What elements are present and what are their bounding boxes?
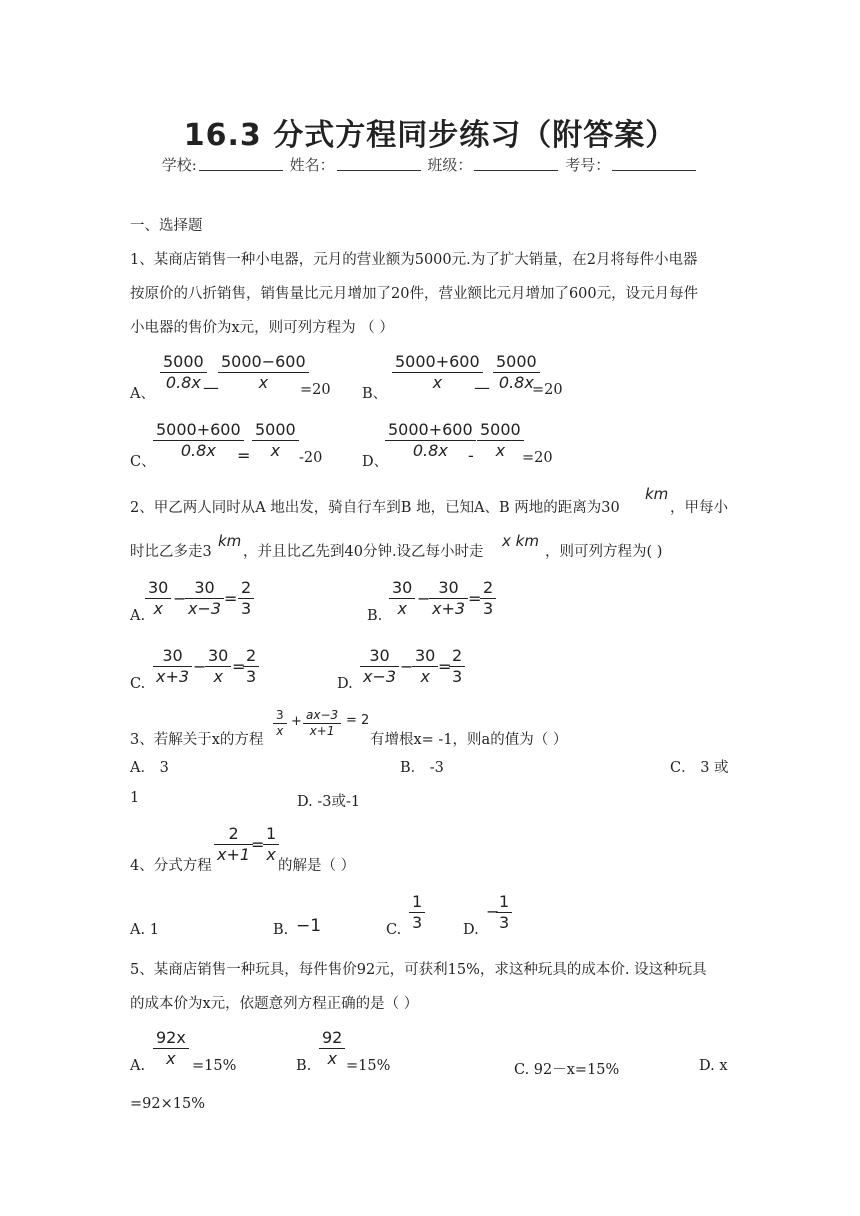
school-label: 学校: — [161, 156, 197, 174]
q1-option-a-label: A、 — [130, 386, 155, 402]
q3-option-b: B． -3 — [400, 760, 444, 776]
q2-c-fraction-2: 30 x — [205, 646, 231, 687]
page-title: 16.3 分式方程同步练习（附答案） — [183, 118, 677, 153]
q4-fraction-1: 2 x+1 — [214, 824, 253, 865]
exam-no-blank — [612, 156, 696, 171]
q1-a-fraction-2: 5000−600 x — [218, 352, 309, 393]
q2-b-fraction-rhs: 2 3 — [480, 578, 496, 619]
q4-option-c-label: C. — [386, 922, 402, 938]
q2-a-minus: − — [173, 589, 187, 608]
q1-b-operator: — — [474, 378, 490, 397]
q2-d-fraction-2: 30 x — [412, 646, 438, 687]
q2-a-fraction-1: 30 x — [145, 578, 171, 619]
q2-line-1a: 2、甲乙两人同时从A 地出发，骑自行车到B 地，已知A、B 两地的距离为30 — [130, 500, 620, 516]
q4-option-c-fraction: 1 3 — [409, 892, 425, 933]
q3-fraction-1: 3 x — [273, 708, 287, 739]
q2-d-equals: = — [438, 657, 452, 676]
student-info-line — [0, 154, 860, 175]
q2-b-minus: − — [417, 589, 431, 608]
q1-option-c-label: C、 — [130, 454, 156, 470]
q2-line-2b: ，并且比乙先到40分钟.设乙每小时走 — [243, 544, 484, 560]
q1-b-fraction-2: 5000 0.8x — [493, 352, 540, 393]
q2-line-2a: 时比乙多走3 — [130, 544, 212, 560]
q1-a-fraction-1: 5000 0.8x — [160, 352, 207, 393]
exam-no-label: 考号： — [565, 156, 611, 174]
q2-c-minus: − — [193, 657, 207, 676]
q1-d-rhs: =20 — [522, 450, 553, 466]
q5-option-a-label: A. — [130, 1058, 146, 1074]
q3-rhs: = 2 — [346, 713, 370, 728]
q4-option-b-label: B. — [273, 922, 289, 938]
school-blank — [199, 156, 283, 171]
section-heading: 一、选择题 — [130, 218, 203, 234]
q4-option-a: A. 1 — [130, 922, 159, 938]
q1-line-2: 按原价的八折销售，销售量比元月增加了20件，营业额比元月增加了600元，设元月每件 — [130, 286, 699, 302]
q1-option-d-label: D、 — [362, 454, 389, 470]
q4-equals: = — [251, 835, 265, 854]
q1-line-1: 1、某商店销售一种小电器，元月的营业额为5000元.为了扩大销量，在2月将每件小电器 — [130, 252, 698, 268]
q2-line-1b: ，甲每小 — [670, 500, 728, 516]
q4-option-d-sign: − — [486, 902, 500, 921]
q3-plus: + — [291, 714, 302, 729]
q4-line-1b: 的解是（ ） — [278, 858, 356, 874]
q2-unit-km: km — [645, 485, 669, 503]
q1-b-fraction-1: 5000+600 x — [392, 352, 483, 393]
q4-option-d-label: D. — [463, 922, 479, 938]
q2-a-fraction-rhs: 2 3 — [238, 578, 254, 619]
class-blank — [474, 156, 558, 171]
q2-option-d-label: D. — [337, 676, 353, 692]
q4-fraction-2: 1 x — [263, 824, 279, 865]
q5-line-2: 的成本价为x元，依题意列方程正确的是（ ） — [130, 996, 419, 1012]
q1-a-operator: — — [203, 378, 219, 397]
q2-a-equals: = — [224, 589, 238, 608]
q2-b-fraction-1: 30 x — [389, 578, 415, 619]
q5-option-b-fraction: 92 x — [319, 1028, 345, 1069]
q5-option-a-fraction: 92x x — [153, 1028, 189, 1069]
q2-b-equals: = — [468, 589, 482, 608]
q1-d-fraction-1: 5000+600 0.8x — [385, 420, 476, 461]
q2-d-fraction-1: 30 x−3 — [360, 646, 399, 687]
q5-option-c: C. 92－x=15% — [514, 1062, 620, 1078]
q2-d-fraction-rhs: 2 3 — [449, 646, 465, 687]
q2-unit-km-2: km — [218, 532, 242, 550]
q3-option-c: C． 3 或 — [670, 760, 729, 776]
q1-c-fraction-2: 5000 x — [252, 420, 299, 461]
q3-fraction-2: ax−3 x+1 — [303, 708, 341, 739]
name-label: 姓名： — [289, 156, 335, 174]
q5-option-d-continued: =92×15% — [130, 1096, 205, 1112]
q1-a-rhs: =20 — [300, 382, 331, 398]
q2-a-fraction-2: 30 x−3 — [185, 578, 224, 619]
q5-line-1: 5、某商店销售一种玩具，每件售价92元，可获利15%，求这种玩具的成本价. 设这种玩具 — [130, 962, 707, 978]
q4-option-b-value: −1 — [296, 916, 322, 936]
q1-line-3: 小电器的售价为x元，则可列方程为 （ ） — [130, 320, 394, 336]
q2-c-fraction-rhs: 2 3 — [243, 646, 259, 687]
q2-option-c-label: C. — [130, 676, 146, 692]
q1-option-b-label: B、 — [362, 386, 388, 402]
q2-option-a-label: A. — [130, 608, 146, 624]
q5-option-d: D. x — [699, 1058, 728, 1074]
q1-b-rhs: =20 — [532, 382, 563, 398]
q1-c-operator: = — [237, 446, 251, 465]
q4-line-1a: 4、分式方程 — [130, 858, 212, 874]
q1-d-fraction-2: 5000 x — [477, 420, 524, 461]
q3-option-c-continued: 1 — [130, 790, 140, 806]
name-blank — [337, 156, 421, 171]
q5-option-b-label: B. — [296, 1058, 312, 1074]
q2-line-2c: ，则可列方程为( ) — [545, 544, 663, 560]
q5-option-a-rhs: =15% — [192, 1058, 237, 1074]
q4-option-d-fraction: 1 3 — [496, 892, 512, 933]
q3-line-1a: 3、若解关于x的方程 — [130, 732, 264, 748]
q3-option-a: A． 3 — [130, 760, 169, 776]
q2-c-fraction-1: 30 x+3 — [153, 646, 192, 687]
q2-c-equals: = — [232, 657, 246, 676]
class-label: 班级： — [427, 156, 473, 174]
q3-line-1b: 有增根x= -1，则a的值为（ ） — [370, 732, 568, 748]
q2-option-b-label: B. — [367, 608, 383, 624]
q1-c-rhs: -20 — [299, 450, 323, 466]
q2-unit-xkm: x km — [502, 532, 539, 550]
q1-c-fraction-1: 5000+600 0.8x — [153, 420, 244, 461]
q3-option-d: D. -3或-1 — [297, 794, 361, 810]
q2-b-fraction-2: 30 x+3 — [429, 578, 468, 619]
q1-d-operator: - — [468, 446, 474, 465]
q5-option-b-rhs: =15% — [346, 1058, 391, 1074]
q2-d-minus: − — [400, 657, 414, 676]
